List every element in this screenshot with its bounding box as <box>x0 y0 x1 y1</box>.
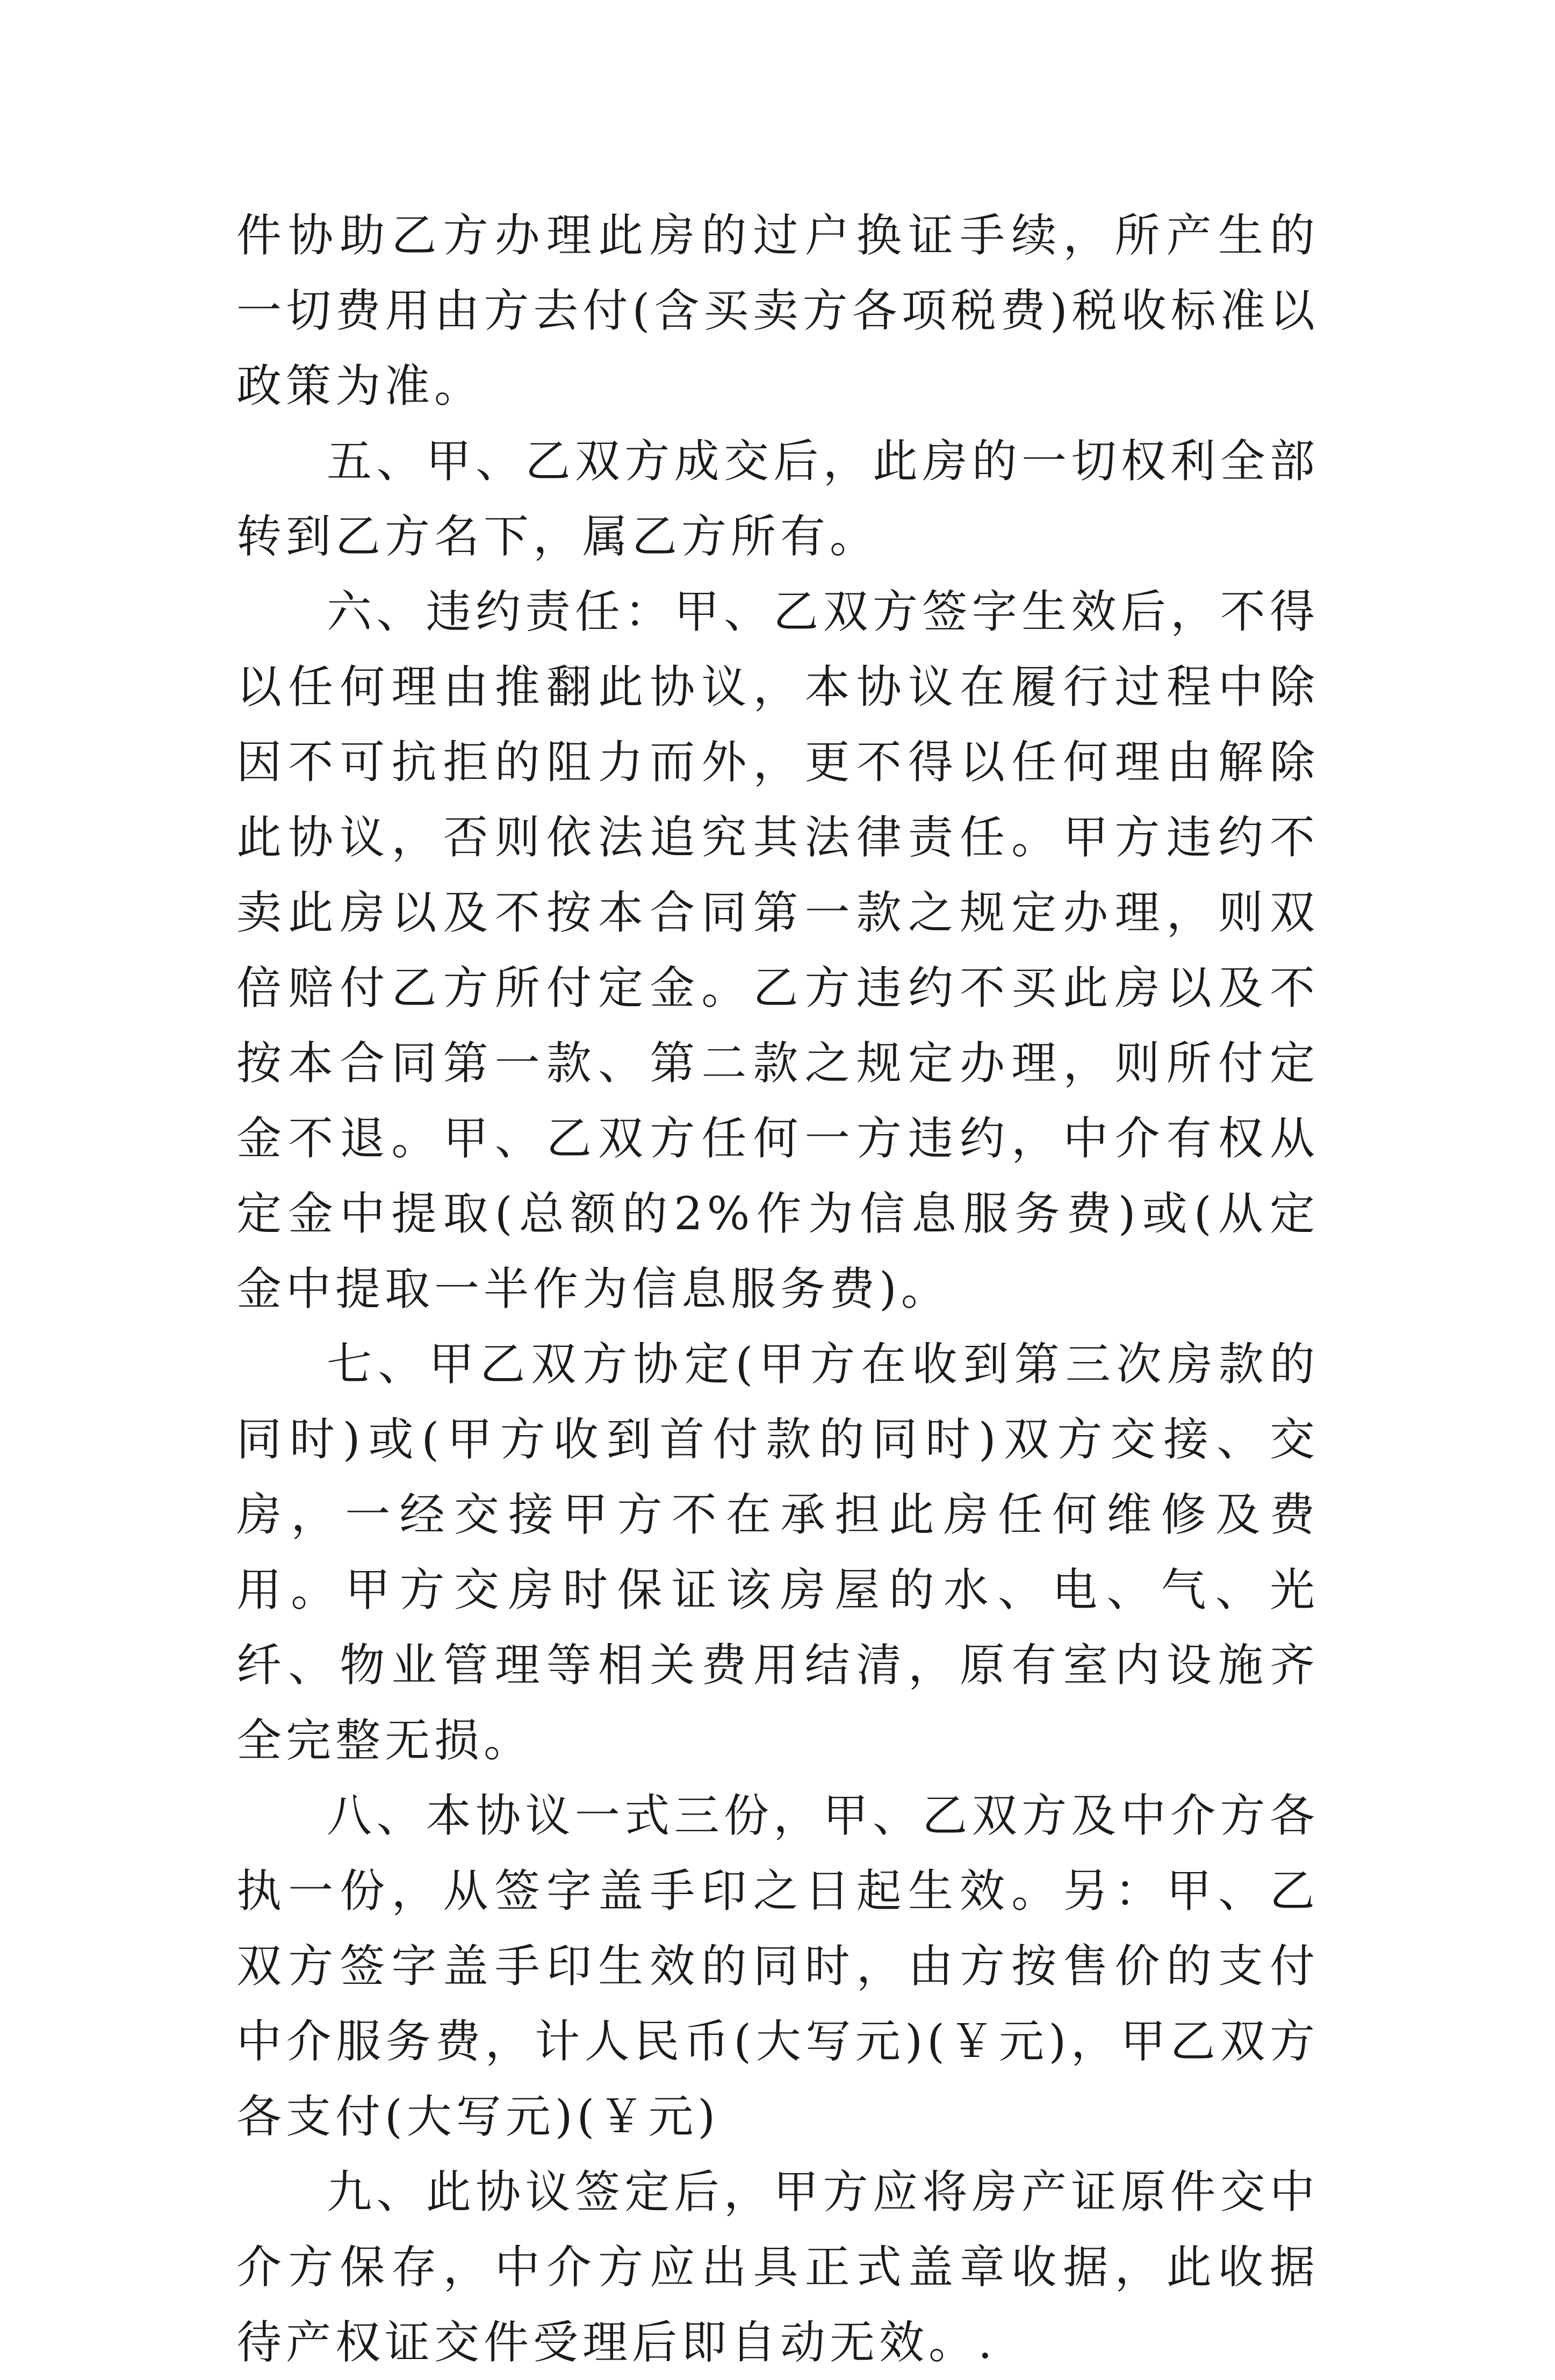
document-body <box>236 198 1319 2380</box>
paragraph-clause-6: 六、违约责任：甲、乙双方签字生效后，不得以任何理由推翻此协议，本协议在履行过程中除因不可抗拒的阻力而外，更不得以任何理由解除此协议，否则依法追究其法律责任。甲方违约不卖此房以及不按本合同第一款之规定办理，则双倍赔付乙方所付定金。乙方违约不买此房以及不按本合同第一款、第二款之规定办理，则所付定金不退。甲、乙双方任何一方违约，中介有权从定金中提取(总额的2%作为信息服务费)或(从定金中提取一半作为信息服务费)。 <box>236 585 1319 1315</box>
paragraph-clause-7: 七、甲乙双方协定(甲方在收到第三次房款的同时)或(甲方收到首付款的同时)双方交接、交房，一经交接甲方不在承担此房任何维修及费用。甲方交房时保证该房屋的水、电、气、光纤、物业管理等相关费用结清，原有室内设施齐全完整无损。 <box>236 1338 1319 1767</box>
paragraph-clause-8: 八、本协议一式三份，甲、乙双方及中介方各执一份，从签字盖手印之日起生效。另：甲、乙双方签字盖手印生效的同时，由方按售价的支付中介服务费，计人民币(大写元)(￥元)，甲乙双方各支付(大写元)(￥元) <box>236 1789 1319 2143</box>
paragraph-continuation: 件协助乙方办理此房的过户换证手续，所产生的一切费用由方去付(含买卖方各项税费)税收标准以政策为准。 <box>236 209 1319 412</box>
paragraph-clause-5: 五、甲、乙双方成交后，此房的一切权利全部转到乙方名下，属乙方所有。 <box>236 435 1319 563</box>
paragraph-clause-9: 九、此协议签定后，甲方应将房产证原件交中介方保存，中介方应出具正式盖章收据，此收据待产权证交件受理后即自动无效。. <box>236 2166 1319 2369</box>
